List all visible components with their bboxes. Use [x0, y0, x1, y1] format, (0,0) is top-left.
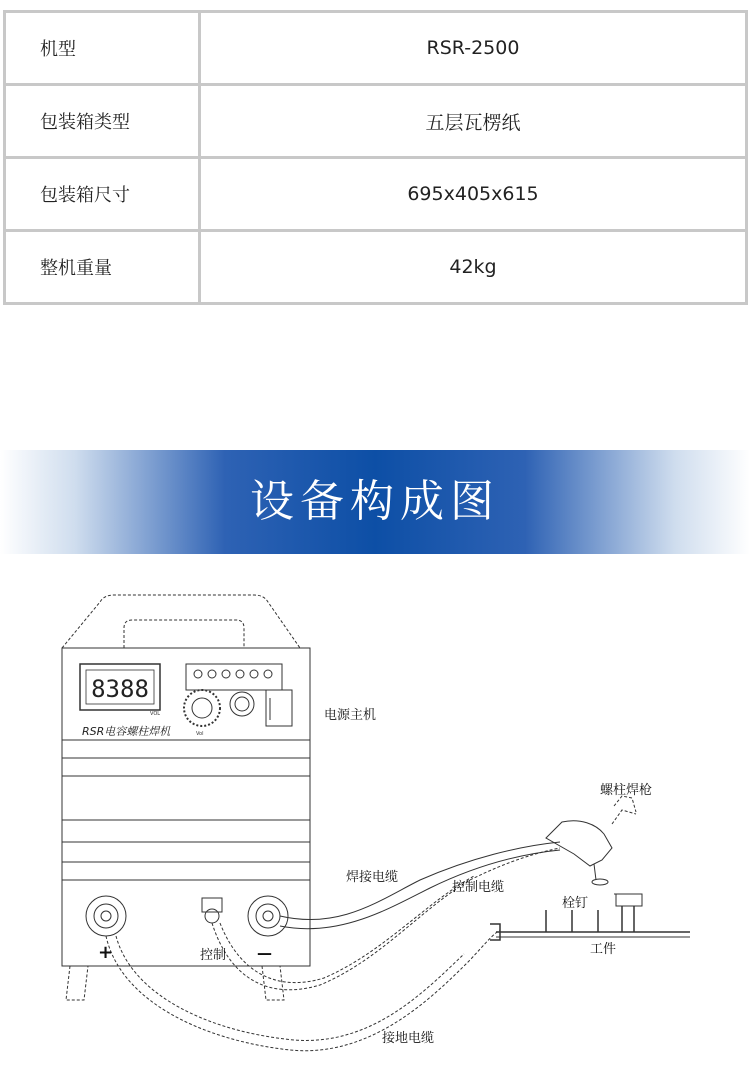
control-knob — [230, 692, 254, 716]
section-title: 设备构成图 — [250, 476, 500, 527]
terminal-control — [202, 898, 222, 923]
terminal-plus — [86, 896, 126, 936]
row-value: RSR-2500 — [200, 12, 747, 85]
row-label: 机型 — [5, 12, 200, 85]
label-welding-cable: 焊接电缆 — [346, 870, 399, 885]
label-stud: 栓钉 — [562, 896, 589, 911]
label-power-unit: 电源主机 — [324, 708, 377, 723]
studs — [546, 894, 644, 932]
terminal-control-label: 控制 — [200, 948, 227, 963]
label-ground-cable: 接地电缆 — [382, 1031, 435, 1046]
indicator-lamp — [264, 670, 272, 678]
row-label: 包装箱尺寸 — [5, 158, 200, 231]
spec-table — [3, 10, 748, 305]
svg-text:VOL: VOL — [150, 711, 161, 717]
table-row — [5, 231, 747, 304]
row-label: 包装箱类型 — [5, 85, 200, 158]
table-row — [5, 85, 747, 158]
indicator-lamp — [194, 670, 202, 678]
indicator-lamp — [236, 670, 244, 678]
machine-handle-inner — [124, 620, 244, 648]
panel-brand: RSR电容螺柱焊机 — [82, 725, 171, 738]
terminal-minus-label: — — [257, 944, 272, 962]
indicator-lamp — [208, 670, 216, 678]
section-banner — [0, 450, 750, 554]
machine-foot-left — [66, 966, 88, 1000]
row-value: 42kg — [200, 231, 747, 304]
table-row — [5, 12, 747, 85]
svg-text:Vol: Vol — [196, 731, 204, 737]
machine-foot-right — [262, 966, 284, 1000]
label-workpiece: 工件 — [590, 942, 617, 957]
welding-gun — [546, 796, 636, 885]
label-stud-gun: 螺柱焊枪 — [600, 783, 653, 798]
voltage-knob — [184, 690, 220, 726]
indicator-lamp — [250, 670, 258, 678]
label-control-cable: 控制电缆 — [452, 880, 505, 895]
table-row — [5, 158, 747, 231]
row-value: 695x405x615 — [200, 158, 747, 231]
machine-handle — [62, 595, 300, 648]
welding-cable — [280, 842, 560, 920]
ground-cable — [106, 930, 500, 1051]
row-label: 整机重量 — [5, 231, 200, 304]
display-reading: 8388 — [91, 675, 149, 703]
terminal-plus-label: + — [98, 942, 114, 963]
indicator-lamp — [222, 670, 230, 678]
diagram-svg — [0, 580, 750, 1086]
row-value: 五层瓦楞纸 — [200, 85, 747, 158]
equipment-diagram — [0, 580, 750, 1090]
